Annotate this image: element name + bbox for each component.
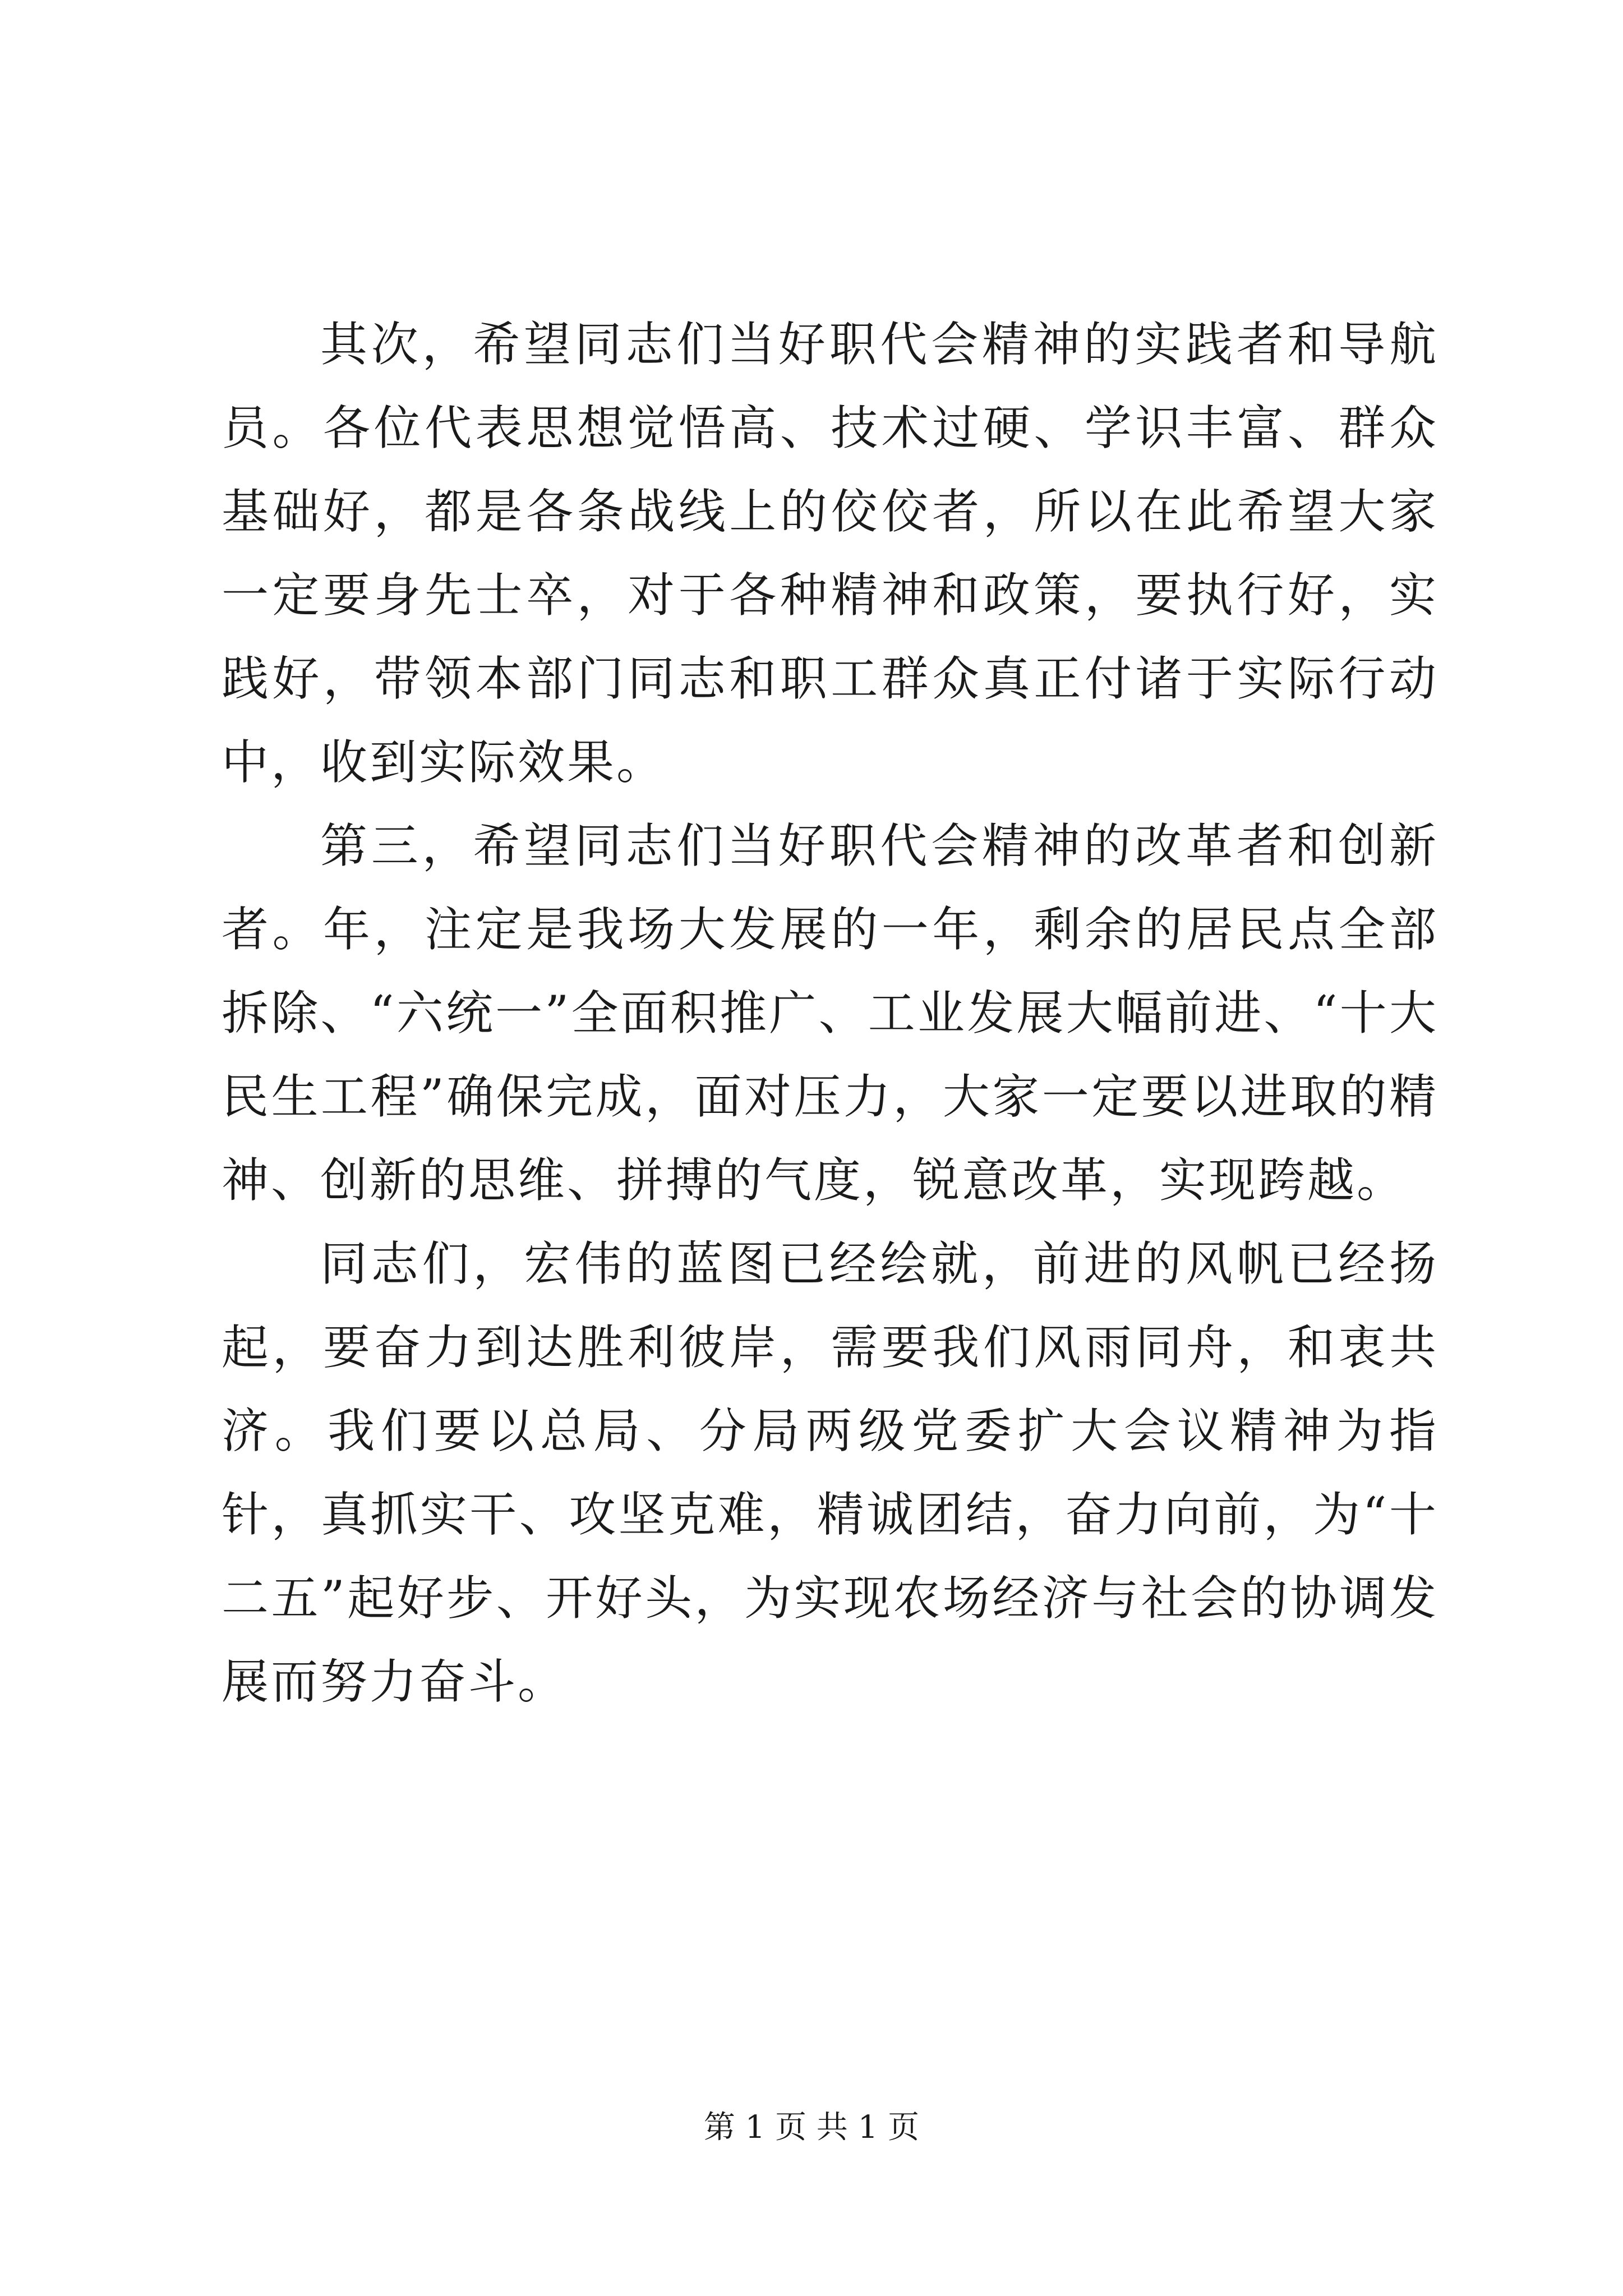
document-body — [222, 303, 1438, 1724]
paragraph-1: 其次，希望同志们当好职代会精神的实践者和导航员。各位代表思想觉悟高、技术过硬、学识丰富、群众基础好，都是各条战线上的佼佼者，所以在此希望大家一定要身先士卒，对于各种精神和政策，要执行好，实践好，带领本部门同志和职工群众真正付诸于实际行动中，收到实际效果。 — [222, 317, 1438, 790]
paragraph-3: 同志们，宏伟的蓝图已经绘就，前进的风帆已经扬起，要奋力到达胜利彼岸，需要我们风雨同舟，和衷共济。我们要以总局、分局两级党委扩大会议精神为指针，真抓实干、攻坚克难，精诚团结，奋力向前，为“十二五”起好步、开好头，为实现农场经济与社会的协调发展而努力奋斗。 — [222, 1236, 1438, 1709]
paragraph-2: 第三，希望同志们当好职代会精神的改革者和创新者。年，注定是我场大发展的一年，剩余的居民点全部拆除、“六统一”全面积推广、工业发展大幅前进、“十大民生工程”确保完成，面对压力，大家一定要以进取的精神、创新的思维、拼搏的气度，锐意改革，实现跨越。 — [222, 818, 1438, 1208]
page-number: 第 1 页 共 1 页 — [703, 2109, 920, 2146]
page-footer — [0, 2108, 1623, 2147]
